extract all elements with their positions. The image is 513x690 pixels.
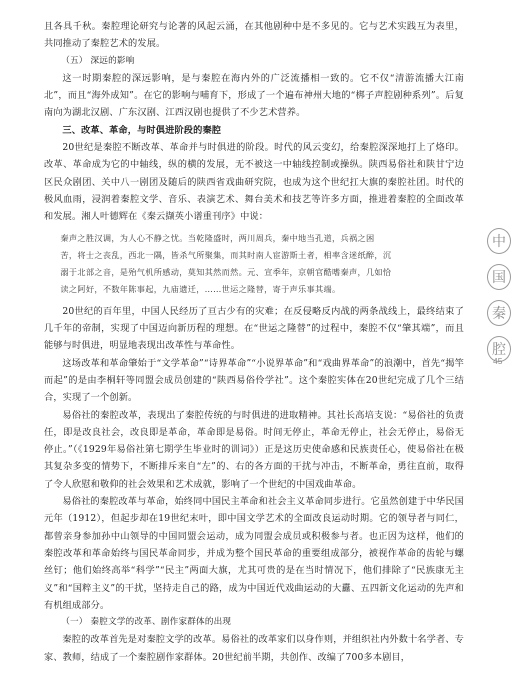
book-title-sidebar [486, 228, 512, 372]
sidebar-title-char: 腔 [487, 336, 511, 362]
paragraph: 20世纪是秦腔不断改革、革命并与时俱进的阶段。时代的风云变幻，给秦腔深深地打上了烙印。改革、革命成为它的中轴线，纵的横的发展，无不被这一中轴线控制或操纵。陕西易俗社和陕甘宁边区民众剧团、关中八一剧团及随后的陕西省戏曲研究院，也成为这个世纪扛大旗的秦腔社团。时代的极风血雨，浸润着秦腔文学、音乐、表演艺术、舞台美术和技艺等许多方面，推进着秦腔的全面改革和发展。湘人叶德辉在《秦云撷英小谱重刊序》中说： [44, 142, 464, 223]
sidebar-title-char: 国 [487, 264, 511, 290]
sidebar-title-char: 中 [487, 228, 511, 254]
paragraph: 易俗社的秦腔改革，表现出了秦腔传统的与时俱进的进取精神。其社长高培支说：“易俗社的负责任，即是改良社会，改良即是革命，革命即是易俗。时间无停止，革命无停止，社会无停止，易俗无停止。”（《1929年易俗社第七期学生毕业时的训词》）正是这历史使命感和民族责任心，使易俗社在极其复杂多变的情势下，不断排斥来自“左”的、右的各方面的干扰与冲击，不断革命，勇往直前，取得了令人欣慰和敬仰的社会效果和艺术成就，影响了一个世纪的中国戏曲革命。 [44, 409, 464, 490]
paragraph: 这一时期秦腔的深远影响，是与秦腔在海内外的广泛流播相一致的。它不仅“清游流播大江南北”，而且“海外成知”。在它的影响与哺育下，形成了一个遍布神州大地的“梆子声腔剧种系列”。后复南向为湖北汉剧、广东汉剧、江西汉剧也提供了不少艺术营养。 [44, 72, 464, 119]
sidebar-title-char: 秦 [487, 300, 511, 326]
quote-line: 苦，将士之丧乱，西北一隅，皆杀气所聚集，而其时南人宦游斯土者，相率含迷纸醉，沉 [60, 249, 392, 260]
quote-line: 读之阿好，不数年陈事起，九庙遗迁，……世运之隆替，寄于声乐事其端。 [60, 284, 341, 295]
quote-line: 秦声之胜汉调，为人心不静之忧。当乾隆盛时，两川周兵，秦中地当孔道，兵祸之困 [60, 232, 375, 243]
subsection-heading: （五） 深远的影响 [61, 55, 135, 66]
quote-line: 溺于北部之音，是殆气机所感动，莫知其然而然。元、宣季年，京朝官酷嗜秦声，几如恰 [60, 267, 392, 278]
paragraph: 易俗社的秦腔改革与革命，始终同中国民主革命和社会主义革命同步进行。它虽然创建于中华民国元年（1912），但起步却在19世纪末叶，即中国文学艺术的全面改良运动时期。它的领导者与同仁，都曾亲身参加孙中山领导的中国同盟会运动，成为同盟会成员或积极参与者。也正因为这样，他们的秦腔改革和革命始终与国民革命同步，并成为整个国民革命的重要组成部分，被视作革命的齿轮与螺丝钉；他们始终高举“科学”“民主”两面大旗，尤其可贵的是在当时情况下，他们排除了“民族康无主义”和“国粹主义”的干扰，坚持走自己的路，成为中国近代戏曲运动的大纛、五四新文化运动的先声和有机组成部分。 [44, 496, 464, 611]
paragraph: 秦腔的改革首先是对秦腔文学的改革。易俗社的改革家们以身作则，并组织社内外数十名学者、专家、教师，结成了一个秦腔剧作家群体。20世纪前半期，共创作、改编了700多本剧目， [44, 634, 464, 663]
paragraph: 这场改革和革命肇始于“文学革命”“诗界革命”“小说界革命”和“戏曲界革命”的浪潮中，首先“揭竿而起”的是由李桐轩等同盟会成员创建的“陕西易俗伶学社”。这个秦腔实体在20世纪完成了几个三结合，实现了一个创新。 [44, 357, 464, 404]
page-number: 45 [493, 356, 503, 366]
paragraph: 且各具千秋。秦腔理论研究与论著的风起云涌，在其他剧种中是不多见的。它与艺术实践互为表里，共同推动了秦腔艺术的发展。 [44, 21, 464, 50]
body-text [44, 18, 464, 666]
subsection-heading: （一） 秦腔文学的改革、剧作家群体的出现 [61, 617, 232, 628]
block-quote [44, 230, 464, 299]
paragraph: 20世纪的百年里，中国人民经历了亘古少有的灾难；在反侵略反内战的两条战线上，最终结束了几千年的帝制，实现了中国迈向新历程的理想。在“世运之隆替”的过程中，秦腔不仅“肇其端”，而且能够与时俱进，明显地表现出改革性与革命性。 [44, 305, 464, 352]
section-heading: 三、改革、革命，与时俱进阶段的秦腔 [62, 124, 222, 136]
